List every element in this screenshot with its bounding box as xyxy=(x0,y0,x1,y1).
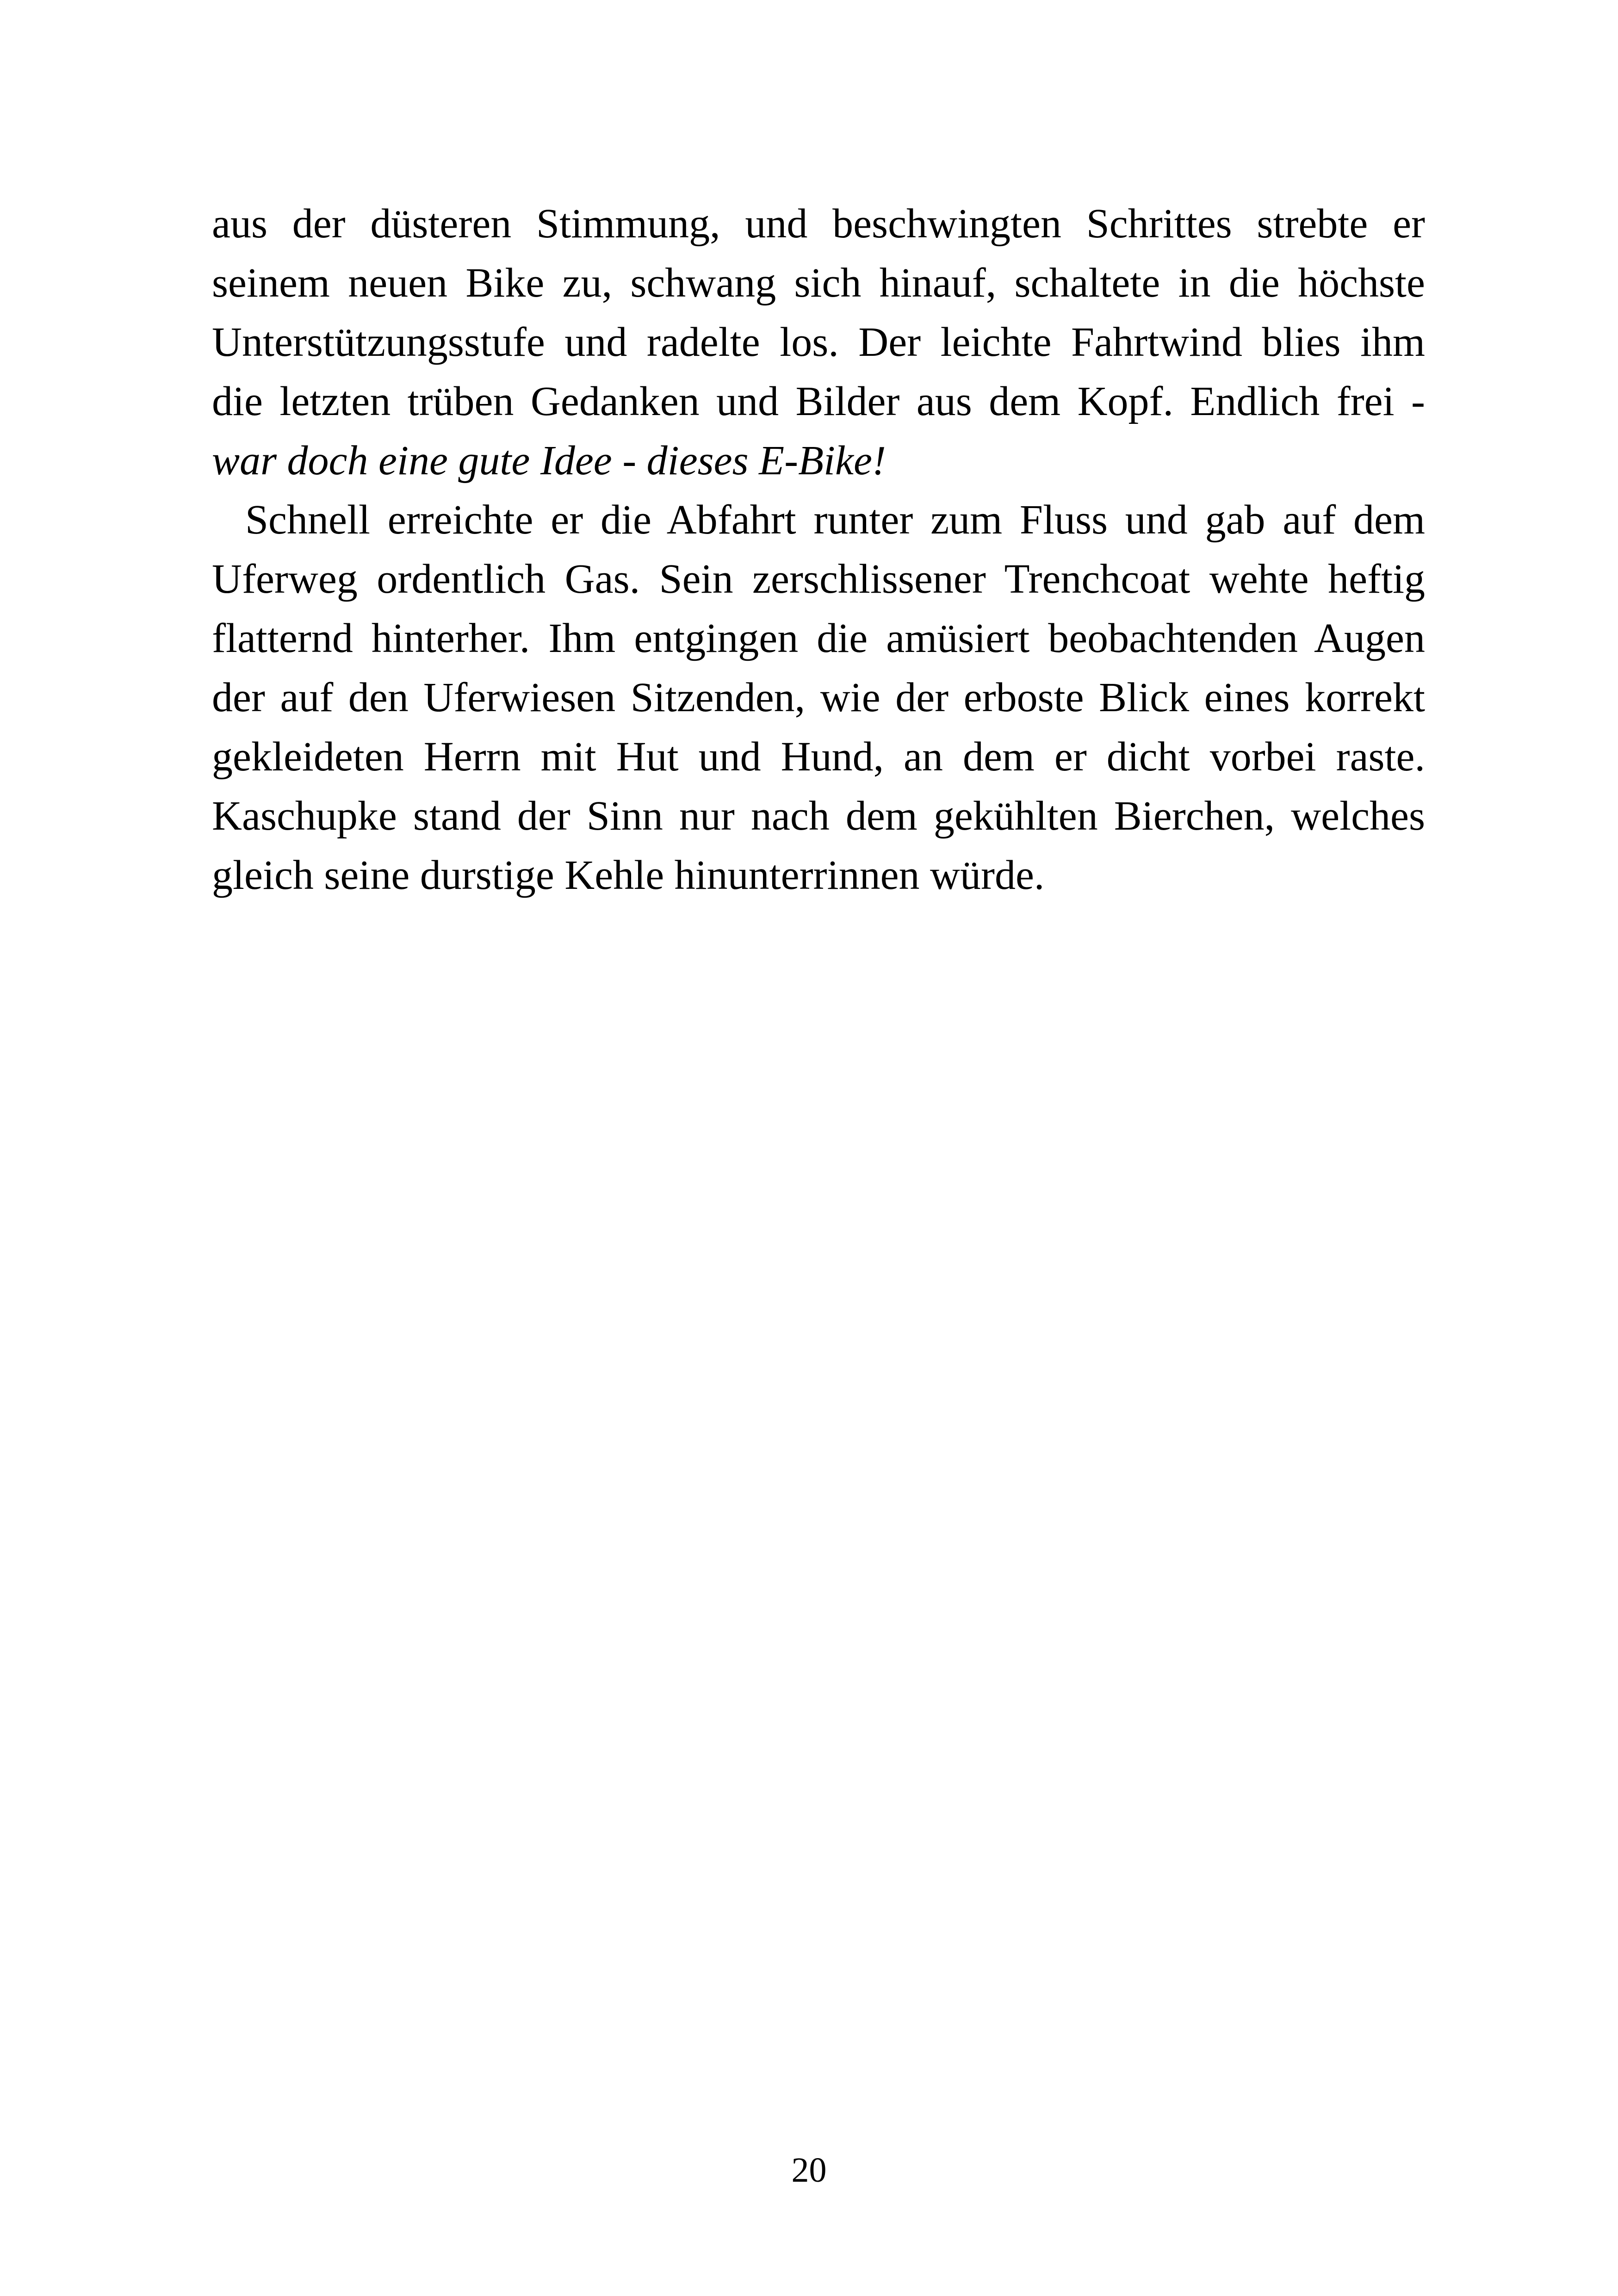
body-text xyxy=(212,194,1425,905)
text-line: Uferweg ordentlich Gas. Sein zerschlissener Trenchcoat wehte heftig xyxy=(212,556,1425,602)
text-line: aus der düsteren Stimmung, und beschwingten Schrittes strebte er xyxy=(212,201,1425,247)
page-number: 20 xyxy=(791,2151,827,2190)
text-line: flatternd hinterher. Ihm entgingen die amüsiert beobachtenden Augen xyxy=(212,615,1425,661)
text-line: Kaschupke stand der Sinn nur nach dem gekühlten Bierchen, welches xyxy=(212,793,1425,839)
text-line: die letzten trüben Gedanken und Bilder aus dem Kopf. Endlich frei - xyxy=(212,379,1425,424)
text-line: seinem neuen Bike zu, schwang sich hinauf, schaltete in die höchste xyxy=(212,260,1425,306)
text-line: gekleideten Herrn mit Hut und Hund, an dem er dicht vorbei raste. xyxy=(212,734,1425,780)
text-line: der auf den Uferwiesen Sitzenden, wie der erboste Blick eines korrekt xyxy=(212,675,1425,720)
text-line-paragraph-start: Schnell erreichte er die Abfahrt runter zum Fluss und gab auf dem xyxy=(245,497,1425,543)
text-line: Unterstützungsstufe und radelte los. Der leichte Fahrtwind blies ihm xyxy=(212,319,1425,365)
text-line-italic: war doch eine gute Idee - dieses E-Bike! xyxy=(212,438,886,484)
text-line: gleich seine durstige Kehle hinunterrinnen würde. xyxy=(212,852,1045,898)
